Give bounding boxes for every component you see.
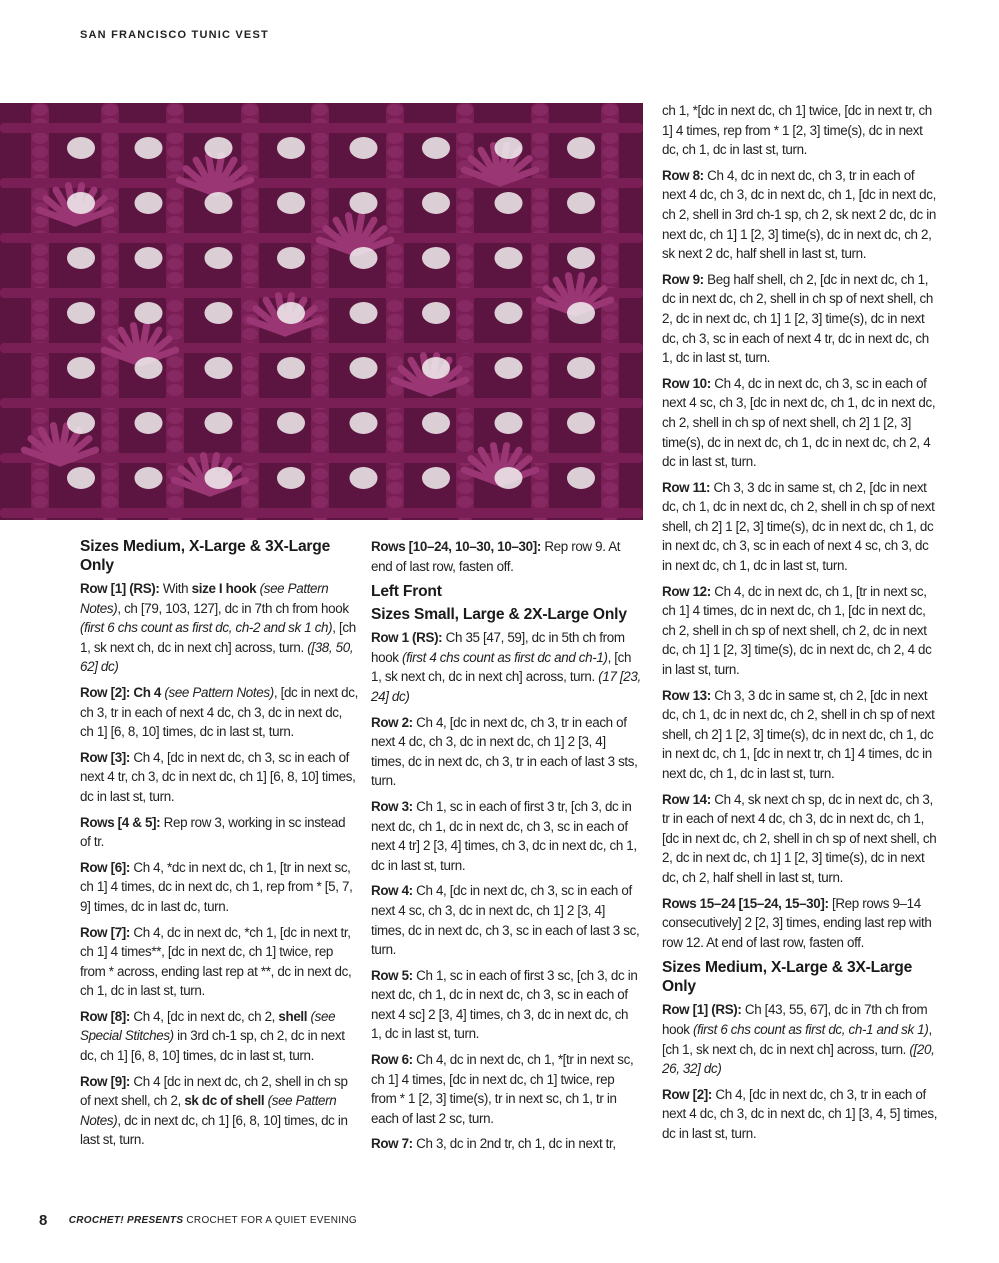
text-run: Ch 4, dc in next dc, ch 3, tr in each of next 4 dc, ch 3, dc in next dc, ch 1, [dc in next dc, ch 2, shell in 3rd ch-1 sp, ch 2, sk next 2 dc, dc in next dc, ch 1] 1 [2, 3] time(s), dc in next dc, ch 2, sk next 2 dc, half shell in last st, turn.	[662, 167, 936, 262]
instruction-paragraph	[662, 1000, 940, 1078]
bold-run: Rows 15–24 [15–24, 15–30]:	[662, 895, 829, 911]
bold-run: Row 2:	[371, 714, 413, 730]
italic-run: (see Pattern Notes)	[161, 684, 274, 700]
text-run: Ch 4, dc in next dc, ch 1, [tr in next sc, ch 1] 4 times, dc in next dc, ch 1, [dc in next dc, ch 2, shell in ch sp of next shell, ch 2, dc in next dc, ch 1] 1 [2, 3] time(s), dc in next dc, ch 2, 4 dc in last st, turn.	[662, 583, 932, 678]
instruction-paragraph	[371, 537, 641, 576]
text-run: Ch 3, 3 dc in same st, ch 2, [dc in next dc, ch 1, dc in next dc, ch 2, shell in ch sp of next shell, ch 2] 1 [2, 3] time(s), dc in next dc, ch 1, dc in next dc, ch 1, [dc in next tr, ch 1] 4 times, dc in next dc, ch 1, dc in last st, turn.	[662, 687, 935, 781]
text-run: Ch 35 [47, 59], dc in 5th ch from hook	[371, 630, 625, 665]
bold-run: Row 14:	[662, 791, 711, 807]
italic-run: (see Pattern Notes)	[80, 581, 329, 616]
bold-run: Rows [10–24, 10–30, 10–30]:	[371, 539, 541, 554]
page-number: 8	[39, 1212, 48, 1229]
running-header: SAN FRANCISCO TUNIC VEST	[80, 29, 269, 41]
instruction-paragraph	[662, 894, 940, 953]
text-run: Ch 4, [dc in next dc, ch 3, sc in each of next 4 tr, ch 3, dc in next dc, ch 1] [6, 8, 10] times, dc in last st, turn.	[80, 749, 356, 804]
instruction-paragraph	[80, 813, 358, 852]
text-run: Ch 1, sc in each of first 3 sc, [ch 3, dc in next dc, ch 1, dc in next dc, ch 3, sc in each of next 4 sc] 2 [3, 4] times, ch 3, dc in next dc, ch 1, dc in last st, turn.	[371, 967, 638, 1042]
bold-run: Row 13:	[662, 687, 711, 703]
text-run: Ch [43, 55, 67], dc in 7th ch from hook	[662, 1002, 928, 1037]
instruction-paragraph	[371, 797, 641, 875]
text-run: Ch 4, [dc in next dc, ch 2,	[130, 1008, 279, 1024]
bold-run: Row 6:	[371, 1052, 413, 1068]
text-run: Ch 4, [dc in next dc, ch 3, tr in each of next 4 dc, ch 3, dc in next dc, ch 1] [3, 4, 5] times, dc in last st, turn.	[662, 1086, 938, 1141]
italic-run: (see Special Stitches)	[80, 1008, 336, 1044]
text-run: Ch 4 [dc in next dc, ch 2, shell in ch sp of next shell, ch 2,	[80, 1073, 348, 1109]
italic-run: (first 4 chs count as first dc and ch-1)	[402, 649, 608, 665]
book-title: CROCHET FOR A QUIET EVENING	[186, 1215, 357, 1226]
text-run: Beg half shell, ch 2, [dc in next dc, ch 1, dc in next dc, ch 2, shell in ch sp of next shell, ch 2, dc in next dc, ch 1] 1 [2, 3] time(s), dc in next dc, ch 3, sc in each of next 4 tr, dc in next dc, ch 1, dc in last st, turn.	[662, 271, 933, 366]
instruction-paragraph	[371, 1050, 641, 1128]
instruction-paragraph	[662, 270, 940, 368]
column-3	[662, 101, 940, 1150]
bold-run: Row [6]:	[80, 859, 131, 875]
bold-run: Row [2]: Ch 4	[80, 684, 161, 700]
text-run: Ch 4, [dc in next dc, ch 3, sc in each of next 4 sc, ch 3, dc in next dc, ch 1] 2 [3, 4] times, dc in next dc, ch 3, sc in each of last 3 sc, turn.	[371, 883, 640, 958]
instruction-paragraph	[662, 790, 940, 888]
text-run: [Rep rows 9–14 consecutively] 2 [2, 3] times, ending last rep with row 12. At end of last row, fasten off.	[662, 895, 932, 950]
section-heading: Sizes Small, Large & 2X-Large Only	[371, 606, 627, 624]
column-1	[80, 537, 358, 1156]
bold-run: Row 5:	[371, 967, 413, 983]
text-run: ch 1, *[dc in next dc, ch 1] twice, [dc in next tr, ch 1] 4 times, rep from * 1 [2, 3] time(s), dc in next dc, ch 1, dc in last st, turn.	[662, 103, 932, 158]
text-run: Ch 4, dc in next dc, ch 3, sc in each of next 4 sc, ch 3, [dc in next dc, ch 1, dc in next dc, ch 2, shell in ch sp of next shell, ch 2] 1 [2, 3] time(s), dc in next dc, ch 1, dc in next dc, ch 2, 4 dc in last st, turn.	[662, 375, 936, 470]
bold-run: Row [1] (RS):	[662, 1002, 742, 1018]
bold-run: Row [3]:	[80, 749, 131, 765]
magazine-title: CROCHET! PRESENTS	[68, 1215, 184, 1226]
page-footer	[39, 1212, 357, 1229]
text-run: Rep row 3, working in sc instead of tr.	[80, 814, 346, 850]
text-run: , ch [79, 103, 127], dc in 7th ch from hook	[117, 600, 349, 616]
text-run: , [ch 1, sk next ch, dc in next ch] across, turn.	[662, 1021, 932, 1057]
instruction-paragraph	[371, 881, 641, 959]
bold-run: Row [7]:	[80, 924, 131, 940]
bold-run: Row [2]:	[662, 1086, 713, 1102]
instruction-paragraph	[80, 1007, 358, 1066]
text-run: , [ch 1, sk next ch, dc in next ch] across, turn.	[371, 649, 632, 685]
text-run: Ch 4, dc in next dc, ch 1, *[tr in next sc, ch 1] 4 times, [dc in next dc, ch 1] twice, rep from * 1 [2, 3] time(s), tr in next sc, ch 1, tr in each of last 2 sc, turn.	[371, 1052, 634, 1126]
instruction-paragraph	[80, 683, 358, 742]
bold-run: Row [9]:	[80, 1073, 131, 1089]
bold-run: shell	[278, 1008, 308, 1024]
italic-run: (see Pattern Notes)	[80, 1093, 337, 1128]
instruction-paragraph	[80, 748, 358, 807]
bold-run: Row 1 (RS):	[371, 630, 443, 646]
text-run: With	[159, 581, 192, 596]
instruction-paragraph	[662, 374, 940, 472]
instruction-paragraph	[662, 686, 940, 784]
instruction-paragraph	[371, 628, 641, 706]
instruction-paragraph	[662, 1085, 940, 1144]
text-run: , [dc in next dc, ch 3, tr in each of next 4 dc, ch 3, dc in next dc, ch 1] [6, 8, 10] times, dc in last st, turn.	[80, 684, 358, 740]
instruction-paragraph	[80, 579, 358, 677]
section-heading: Sizes Medium, X-Large & 3X-Large Only	[662, 959, 913, 996]
instruction-paragraph	[662, 166, 940, 264]
bold-run: Row [8]:	[80, 1008, 131, 1024]
bold-run: sk dc of shell	[184, 1093, 265, 1109]
instruction-paragraph	[662, 582, 940, 680]
text-run: in 3rd ch-1 sp, ch 2, dc in next dc, ch 1] [6, 8, 10] times, dc in last st, turn.	[80, 1028, 345, 1064]
bold-run: Row 8:	[662, 167, 704, 183]
italic-run: (17 [23, 24] dc)	[371, 669, 641, 704]
instruction-paragraph	[371, 1134, 641, 1154]
bold-run: Row 10:	[662, 375, 711, 391]
bold-run: Row 4:	[371, 883, 413, 899]
text-run: , dc in next dc, ch 1] [6, 8, 10] times, dc in last st, turn.	[80, 1112, 348, 1148]
instruction-paragraph	[371, 713, 641, 791]
bold-run: Row 11:	[662, 479, 711, 495]
bold-run: Row [1] (RS):	[80, 581, 160, 596]
text-run: Ch 4, [dc in next dc, ch 3, tr in each of next 4 dc, ch 3, dc in next dc, ch 1] 2 [3, 4] times, dc in next dc, ch 3, tr in each of last 3 sts, turn.	[371, 714, 638, 789]
instruction-paragraph	[662, 101, 940, 160]
bold-run: Rows [4 & 5]:	[80, 814, 161, 830]
crochet-swatch-photo	[0, 103, 643, 520]
instruction-paragraph	[371, 966, 641, 1044]
bold-run: size I hook	[191, 581, 257, 596]
text-run: , [ch 1, sk next ch, dc in next ch] across, turn.	[80, 620, 356, 655]
instruction-paragraph	[80, 923, 358, 1001]
instruction-paragraph	[80, 1072, 358, 1150]
text-run: Rep row 9. At end of last row, fasten off.	[371, 539, 621, 574]
italic-run: ([20, 26, 32] dc)	[662, 1041, 935, 1077]
bold-run: Row 7:	[371, 1136, 413, 1152]
instruction-paragraph	[662, 478, 940, 576]
section-heading: Sizes Medium, X-Large & 3X-Large Only	[80, 538, 331, 574]
bold-run: Row 12:	[662, 583, 711, 599]
text-run: Ch 4, dc in next dc, *ch 1, [dc in next tr, ch 1] 4 times**, [dc in next dc, ch 1] twice, rep from * across, ending last rep at **, dc in next dc, ch 1, dc in last st, turn.	[80, 924, 352, 999]
column-2	[371, 537, 641, 1160]
italic-run: (first 6 chs count as first dc, ch-1 and sk 1)	[693, 1021, 929, 1037]
text-run: Ch 4, sk next ch sp, dc in next dc, ch 3, tr in each of next 4 dc, ch 3, dc in next dc, ch 1, [dc in next dc, ch 2, shell in ch sp of next shell, ch 2, dc in next dc, ch 1] 1 [2, 3] time(s), dc in next dc, ch 2, half shell in last st, turn.	[662, 791, 937, 885]
italic-run: ([38, 50, 62] dc)	[80, 639, 354, 675]
section-heading: Left Front	[371, 583, 442, 601]
text-run: Ch 1, sc in each of first 3 tr, [ch 3, dc in next dc, ch 1, dc in next dc, ch 3, sc in each of next 4 tr] 2 [3, 4] times, ch 3, dc in next dc, ch 1, dc in last st, turn.	[371, 798, 637, 873]
italic-run: (first 6 chs count as first dc, ch-2 and sk 1 ch)	[80, 620, 333, 636]
text-run: Ch 3, dc in 2nd tr, ch 1, dc in next tr,	[412, 1136, 616, 1152]
bold-run: Row 9:	[662, 271, 704, 287]
bold-run: Row 3:	[371, 798, 413, 814]
text-run: Ch 3, 3 dc in same st, ch 2, [dc in next dc, ch 1, dc in next dc, ch 2, shell in ch sp of next shell, ch 2] 1 [2, 3] time(s), dc in next dc, ch 1, dc in next dc, ch 3, sc in each of next 4 sc, ch 3, dc in next dc, ch 1, dc in last st, turn.	[662, 479, 935, 574]
instruction-paragraph	[80, 858, 358, 917]
crochet-swatch-image	[0, 103, 643, 520]
text-run: Ch 4, *dc in next dc, ch 1, [tr in next sc, ch 1] 4 times, dc in next dc, ch 1, rep from * [5, 7, 9] times, dc in last dc, turn.	[80, 859, 353, 914]
